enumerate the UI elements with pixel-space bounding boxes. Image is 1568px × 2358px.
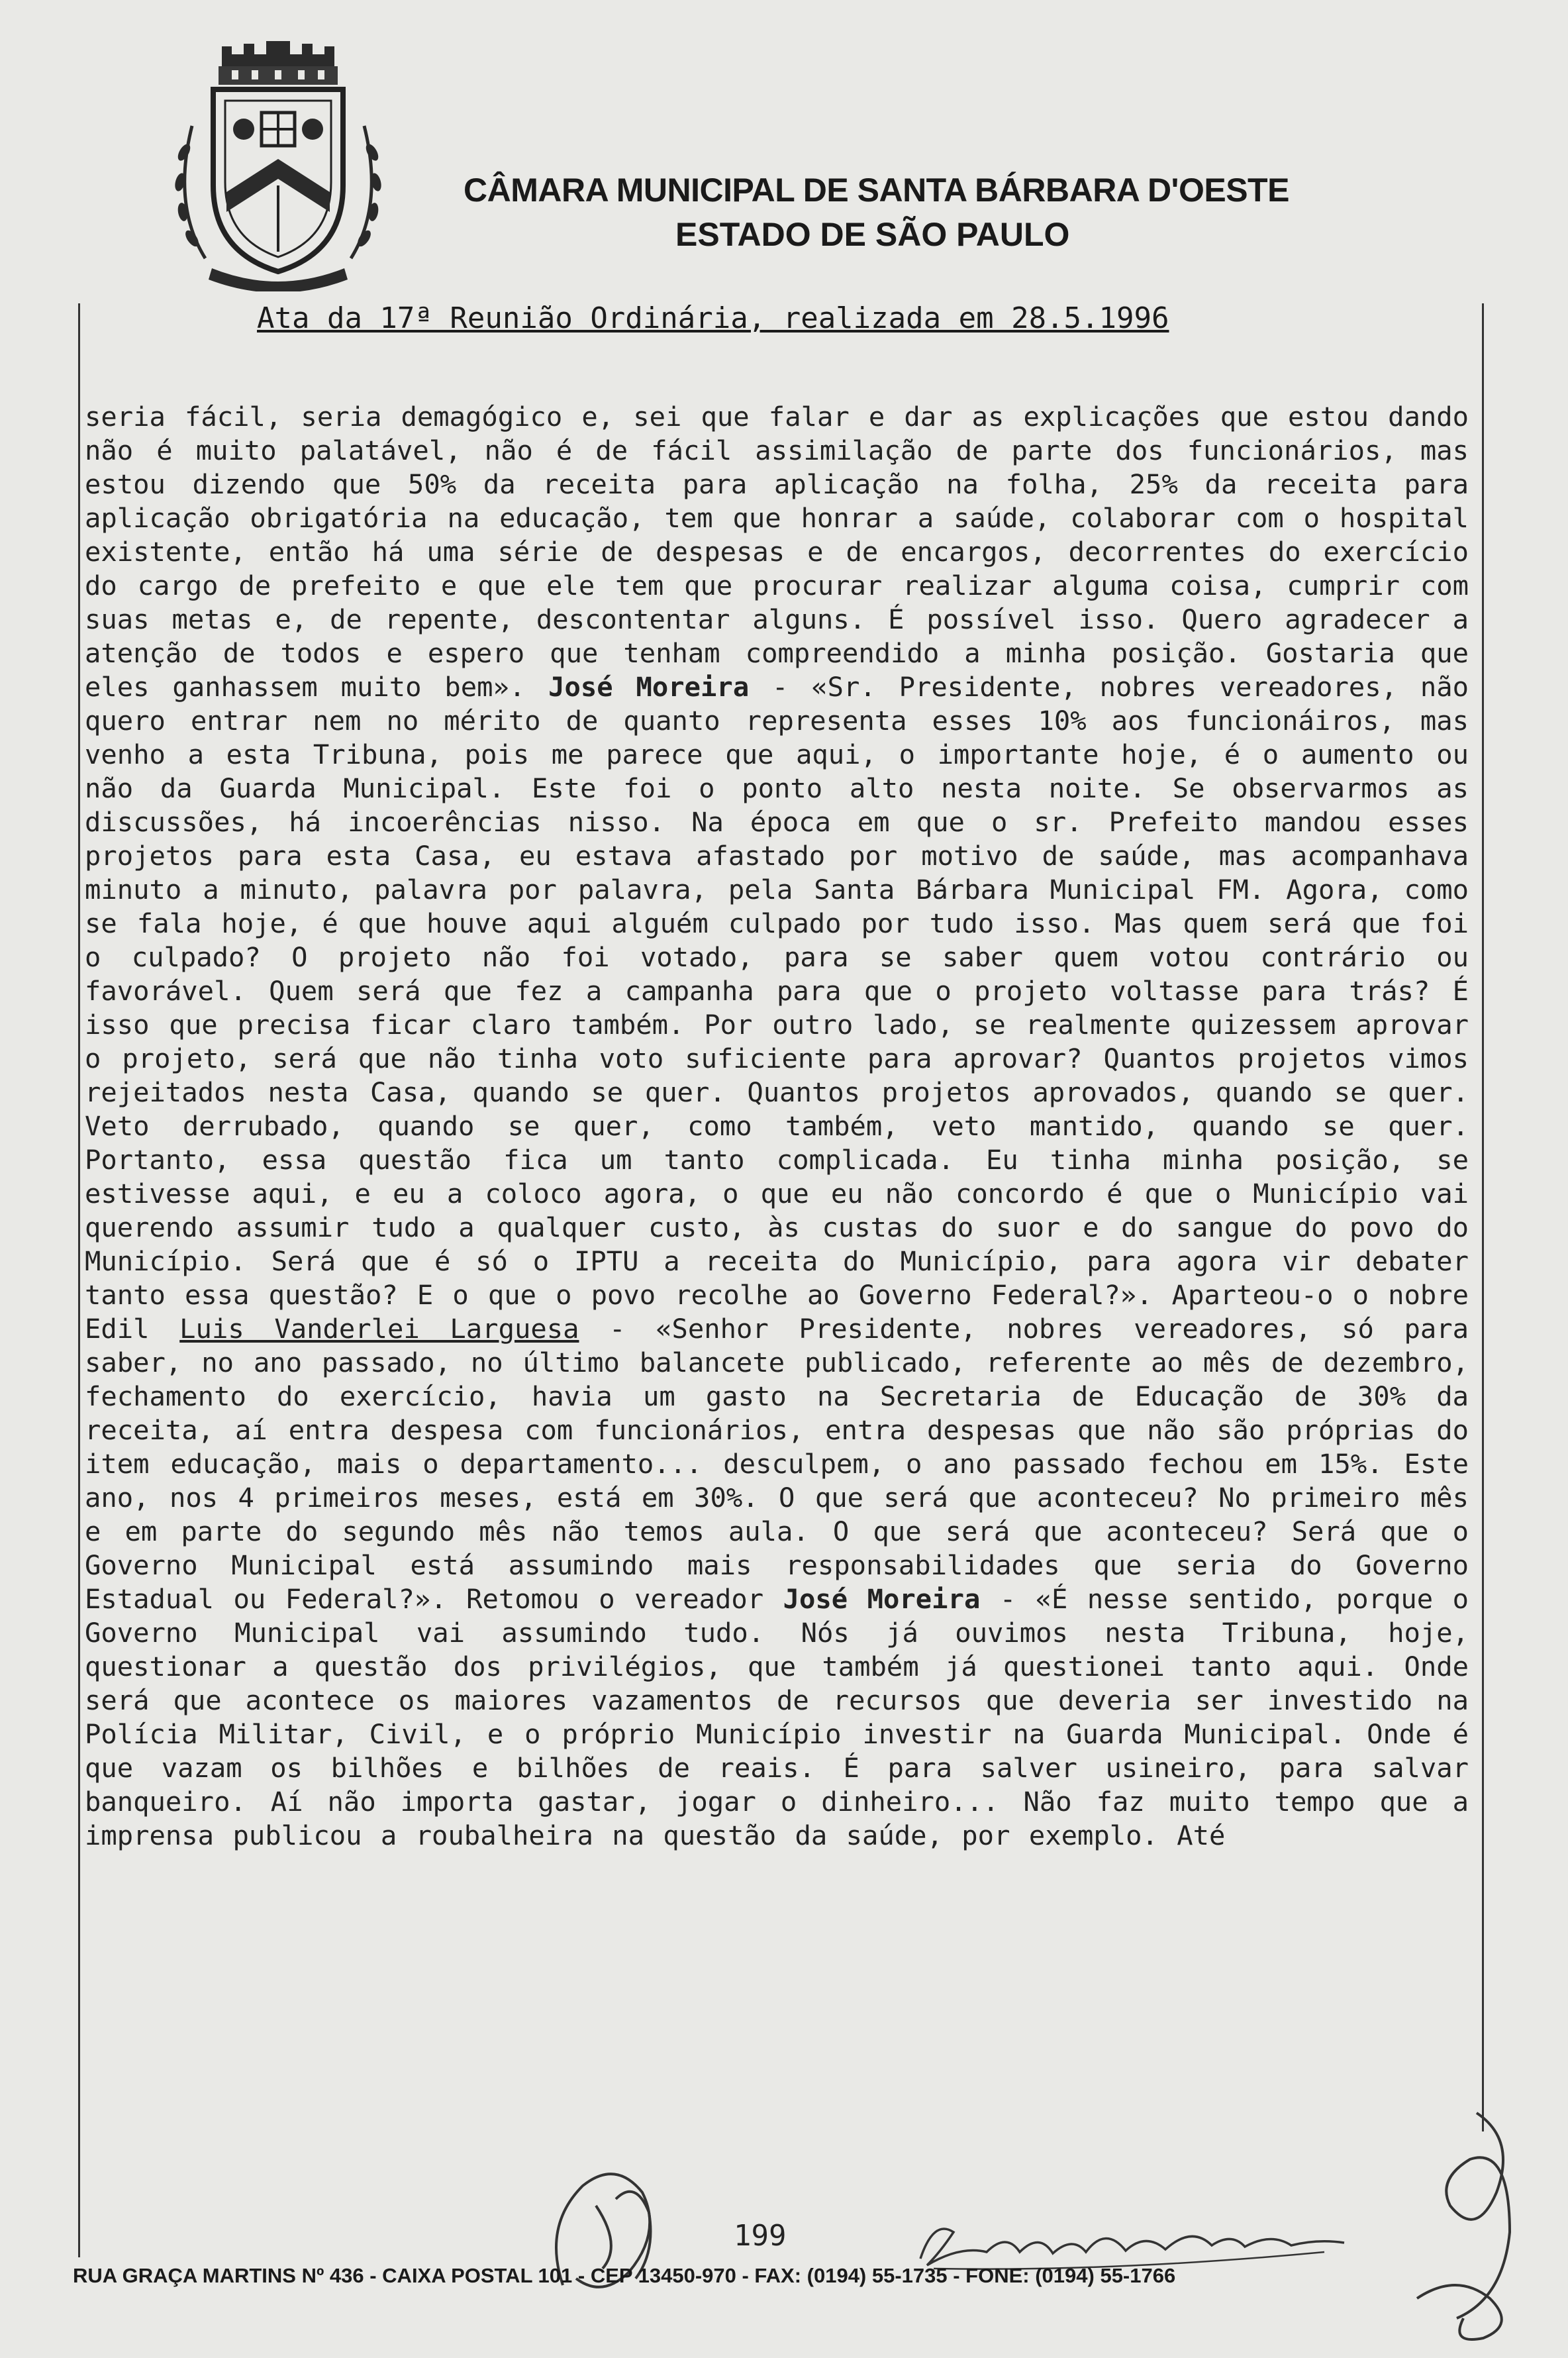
speech-text: - «Sr. Presidente, nobres vereadores, não quero entrar nem no mérito de quanto representa esses 10% aos funcionáiros, mas venho a esta Tribuna, pois me parece que aqui, o importante hoje, é o aumento ou não da Guarda Municipal. Este foi o ponto alto nesta noite. Se observarmos as discussões, há incoerências nisso. Na época em que o sr. Prefeito mandou esses projetos para esta Casa, eu estava afastado por motivo de saúde, mas acompanhava minuto a minuto, palavra por palavra, pela Santa Bárbara Municipal FM. Agora, como se fala hoje, é que houve aqui alguém culpado por tudo isso. Mas quem será que foi o culpado? O projeto não foi votado, para se saber quem votou contrário ou favorável. Quem será que fez a campanha para que o projeto voltasse para trás? É isso que precisa ficar claro também. Por outro lado, se realmente quizessem aprovar o projeto, será que não tinha voto suficiente para aprovar? Quantos projetos vimos rejeitados nesta Casa, quando se quer. Quantos projetos aprovados, quando se quer. Veto derrubado, quando se quer, como também, veto mantido, quando se quer. Portanto, essa questão fica um tanto complicada. Eu tinha minha posição, se estivesse aqui, e eu a coloco agora, o que eu não concordo é que o Município vai querendo assumir tudo a qualquer custo, às custas do suor e do sangue do povo do Município. Será que é só o IPTU a receita do Município, para agora vir debater tanto essa questão? E o que o povo recolhe ao Governo Federal?». Aparteou-o o nobre Edil — [85, 671, 1469, 1345]
minutes-paragraph — [85, 400, 1469, 1853]
speaker-name: Luis Vanderlei Larguesa — [179, 1313, 579, 1345]
speaker-name: José Moreira — [783, 1583, 981, 1615]
signature-margin-rubric — [1377, 2100, 1543, 2351]
right-margin-rule — [1482, 303, 1484, 2131]
speech-text: - «Senhor Presidente, nobres vereadores, só para saber, no ano passado, no último balancete publicado, referente ao mês de dezembro, fechamento do exercício, havia um gasto na Secretaria de Educação de 30% da receita, aí entra despesa com funcionários, entra despesas que não são próprias do item educação, mais o departamento... desculpem, o ano passado fechou em 15%. Este ano, nos 4 primeiros meses, está em 30%. O que será que aconteceu? No primeiro mês e em parte do segundo mês não temos aula. O que será que aconteceu? Será que o Governo Municipal está assumindo mais responsabilidades que seria do Governo Estadual ou Federal?». Retomou o vereador — [85, 1313, 1469, 1615]
page-number: 199 — [734, 2219, 787, 2253]
left-margin-rule — [78, 303, 80, 2257]
minutes-title: Ata da 17ª Reunião Ordinária, realizada em 28.5.1996 — [257, 301, 1169, 335]
minutes-body — [85, 400, 1469, 1853]
speech-text: - «É nesse sentido, porque o Governo Municipal vai assumindo tudo. Nós já ouvimos nesta Tribuna, hoje, questionar a questão dos privilégios, que também já questionei tanto aqui. Onde será que acontece os maiores vazamentos de recursos que deveria ser investido na Polícia Militar, Civil, e o próprio Município investir na Guarda Municipal. Onde é que vazam os bilhões e bilhões de reais. É para salver usineiro, para salvar banqueiro. Aí não importa gastar, jogar o dinheiro... Não faz muito tempo que a imprensa publicou a roubalheira na questão da saúde, por exemplo. Até — [85, 1583, 1469, 1851]
institution-name: CÂMARA MUNICIPAL DE SANTA BÁRBARA D'OESTE — [464, 172, 1289, 209]
municipal-coat-of-arms-icon — [166, 40, 391, 291]
state-name: ESTADO DE SÃO PAULO — [675, 216, 1070, 253]
footer-address: RUA GRAÇA MARTINS Nº 436 - CAIXA POSTAL 101 - CEP 13450-970 - FAX: (0194) 55-1735 - FONE: (0194) 55-1766 — [73, 2264, 1176, 2287]
speech-text: seria fácil, seria demagógico e, sei que falar e dar as explicações que estou dando não é muito palatável, não é de fácil assimilação de parte dos funcionários, mas estou dizendo que 50% da receita para aplicação na folha, 25% da receita para aplicação obrigatória na educação, tem que honrar a saúde, colaborar com o hospital existente, então há uma série de despesas e de encargos, decorrentes do exercício do cargo de prefeito e que ele tem que procurar realizar alguma coisa, cumprir com suas metas e, de repente, descontentar alguns. É possível isso. Quero agradecer a atenção de todos e espero que tenham compreendido a minha posição. Gostaria que eles ganhassem muito bem». — [85, 401, 1469, 703]
speaker-name: José Moreira — [548, 671, 750, 703]
